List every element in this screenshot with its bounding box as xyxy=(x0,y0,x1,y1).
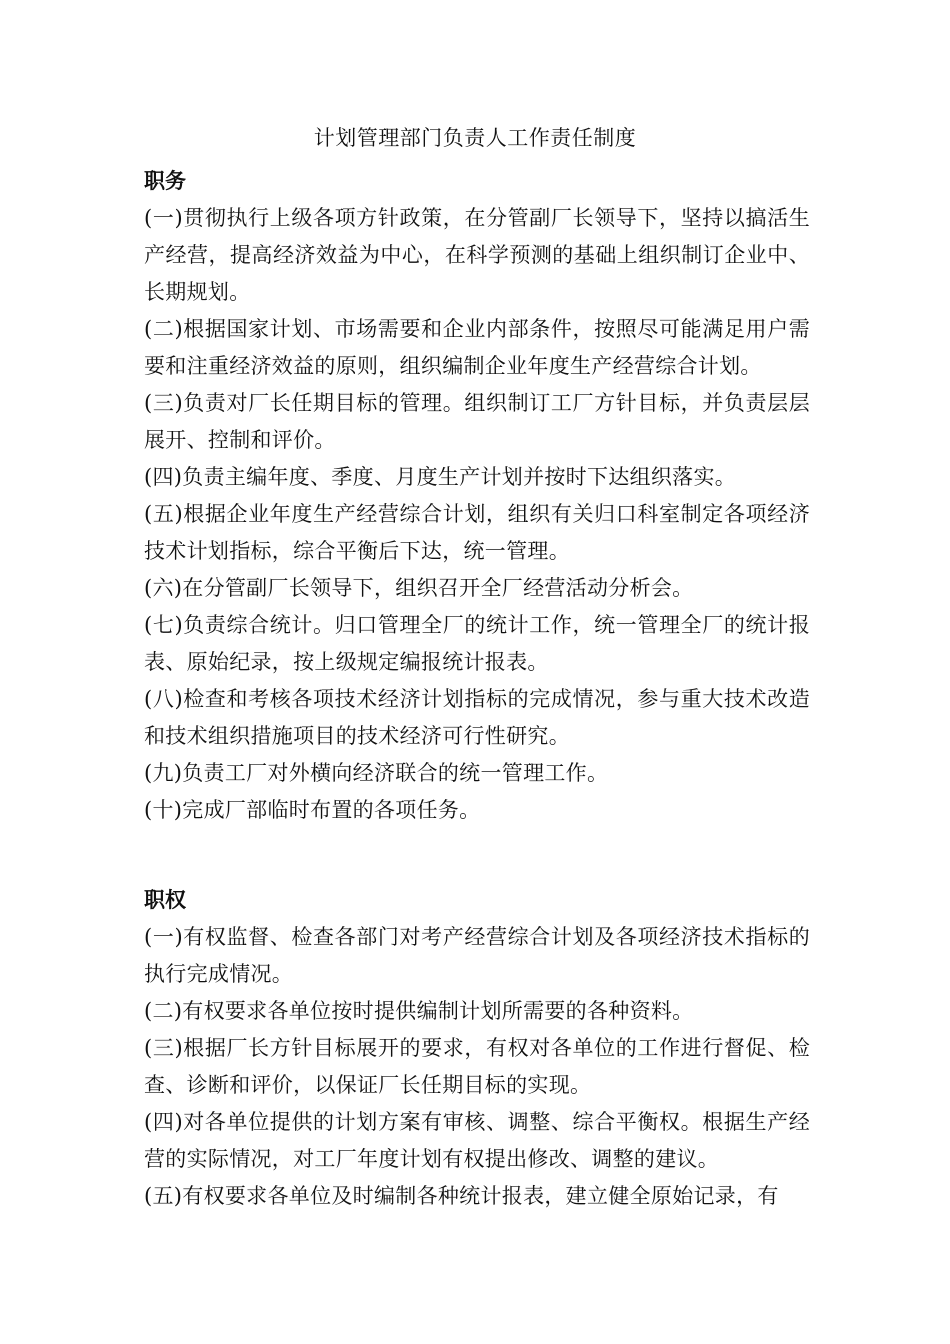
document-title: 计划管理部门负责人工作责任制度 xyxy=(313,126,637,150)
authority-item: (五)有权要求各单位及时编制各种统计报表，建立健全原始记录，有 xyxy=(144,1184,779,1208)
duty-item: (一)贯彻执行上级各项方针政策，在分管副厂长领导下，坚持以搞活生产经营，提高经济效益为中心，在科学预测的基础上组织制订企业中、长期规划。 xyxy=(144,206,810,304)
authority-item: (三)根据厂长方针目标展开的要求，有权对各单位的工作进行督促、检查、诊断和评价，以保证厂长任期目标的实现。 xyxy=(144,1036,810,1097)
section-heading-duties: 职务 xyxy=(144,169,186,193)
duty-item: (五)根据企业年度生产经营综合计划，组织有关归口科室制定各项经济技术计划指标，综合平衡后下达，统一管理。 xyxy=(144,502,810,563)
section-spacer xyxy=(144,829,810,881)
document-body xyxy=(144,162,810,1215)
duty-item: (七)负责综合统计。归口管理全厂的统计工作，统一管理全厂的统计报表、原始纪录，按上级规定编报统计报表。 xyxy=(144,613,810,674)
duty-item: (九)负责工厂对外横向经济联合的统一管理工作。 xyxy=(144,761,609,785)
duty-item: (四)负责主编年度、季度、月度生产计划并按时下达组织落实。 xyxy=(144,465,737,489)
authority-item: (四)对各单位提供的计划方案有审核、调整、综合平衡权。根据生产经营的实际情况，对工厂年度计划有权提出修改、调整的建议。 xyxy=(144,1110,810,1171)
duty-item: (十)完成厂部临时布置的各项任务。 xyxy=(144,798,481,822)
duty-item: (八)检查和考核各项技术经济计划指标的完成情况，参与重大技术改造和技术组织措施项目的技术经济可行性研究。 xyxy=(144,687,810,748)
duty-item: (二)根据国家计划、市场需要和企业内部条件，按照尽可能满足用户需要和注重经济效益的原则，组织编制企业年度生产经营综合计划。 xyxy=(144,317,810,378)
duty-item: (三)负责对厂长任期目标的管理。组织制订工厂方针目标，并负责层层展开、控制和评价。 xyxy=(144,391,810,452)
authority-item: (一)有权监督、检查各部门对考产经营综合计划及各项经济技术指标的执行完成情况。 xyxy=(144,925,810,986)
duty-item: (六)在分管副厂长领导下，组织召开全厂经营活动分析会。 xyxy=(144,576,694,600)
section-heading-authority: 职权 xyxy=(144,888,186,912)
authority-item: (二)有权要求各单位按时提供编制计划所需要的各种资料。 xyxy=(144,999,694,1023)
